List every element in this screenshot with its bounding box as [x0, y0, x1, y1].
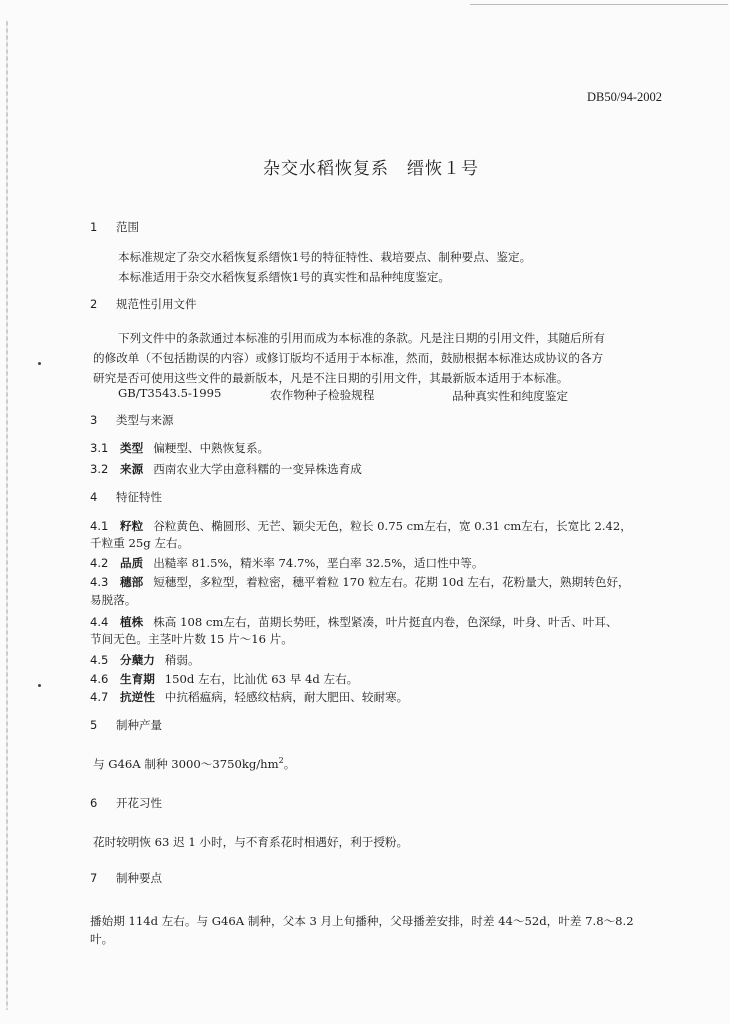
- clause-3-2: 3.2 来源 西南农业大学由意科糯的一变异株选育成: [90, 462, 362, 476]
- clause-4-4-cont: 节间无色。主茎叶片数 15 片～16 片。: [90, 632, 293, 646]
- section-number: 1: [90, 220, 98, 234]
- scan-mark: [38, 684, 41, 687]
- reference-subtitle: 品种真实性和纯度鉴定: [452, 389, 568, 403]
- section-6-heading: [90, 795, 162, 811]
- section-title: 制种要点: [116, 871, 162, 885]
- paragraph-line: 叶。: [90, 932, 114, 946]
- paragraph: 与 G46A 制种 $3000\sim 3750kg/hm^2$。: [93, 756, 296, 771]
- section-title: 开花习性: [116, 796, 162, 810]
- clause-4-3-cont: 易脱落。: [90, 593, 137, 607]
- paragraph: 本标准适用于杂交水稻恢复系缙恢1号的真实性和品种纯度鉴定。: [118, 270, 451, 284]
- clause-4-3: 4.3 穗部 短穗型，多粒型，着粒密，穗平着粒 170 粒左右。花期 10d 左右，花粉量大，熟期转色好，: [90, 575, 630, 589]
- clause-4-6: 4.6 生育期 150d 左右，比汕优 63 早 4d 左右。: [90, 672, 359, 686]
- clause-4-1-cont: 千粒重 25g 左右。: [90, 536, 190, 550]
- top-rule: [470, 4, 728, 5]
- reference-title: 农作物种子检验规程: [270, 388, 375, 402]
- section-title: 类型与来源: [116, 413, 174, 427]
- paragraph-line: 下列文件中的条款通过本标准的引用而成为本标准的条款。凡是注日期的引用文件，其随后所有: [118, 331, 605, 345]
- page-title: 杂交水稻恢复系 缙恢１号: [263, 159, 479, 179]
- section-4-heading: [90, 489, 162, 505]
- scan-mark: [38, 362, 41, 365]
- clause-4-1: 4.1 籽粒 谷粒黄色、椭圆形、无芒、颖尖无色，粒长 0.75 cm左右，宽 0.31 cm左右，长宽比 2.42，: [90, 519, 632, 533]
- clause-4-5: 4.5 分蘖力 稍弱。: [90, 653, 200, 667]
- section-3-heading: [90, 412, 174, 428]
- section-1-heading: [90, 219, 139, 235]
- paragraph-line: 的修改单（不包括勘误的内容）或修订版均不适用于本标准，然而，鼓励根据本标准达成协议的各方: [93, 351, 604, 365]
- section-number: 7: [90, 871, 98, 885]
- scan-edge-dots: [6, 20, 8, 1010]
- section-2-heading: [90, 296, 197, 312]
- paragraph-line: 研究是否可使用这些文件的最新版本，凡是不注日期的引用文件，其最新版本适用于本标准。: [93, 371, 569, 385]
- clause-3-1: 3.1 类型 偏粳型、中熟恢复系。: [90, 441, 270, 455]
- section-number: 2: [90, 297, 98, 311]
- section-title: 制种产量: [116, 718, 162, 732]
- section-number: 5: [90, 718, 98, 732]
- clause-4-4: 4.4 植株 株高 108 cm左右，苗期长势旺，株型紧凑，叶片挺直内卷，色深绿，叶身、叶舌、叶耳、: [90, 615, 618, 629]
- section-number: 3: [90, 413, 98, 427]
- section-number: 6: [90, 796, 98, 810]
- section-title: 特征特性: [116, 490, 162, 504]
- clause-4-2: 4.2 品质 出糙率 81.5%，精米率 74.7%，垩白率 32.5%，适口性中等。: [90, 556, 484, 570]
- section-5-heading: [90, 717, 162, 733]
- paragraph: 花时较明恢 63 迟 1 小时，与不育系花时相遇好，利于授粉。: [93, 835, 409, 849]
- reference-code: GB/T3543.5-1995: [118, 386, 222, 400]
- section-title: 规范性引用文件: [116, 297, 197, 311]
- section-7-heading: [90, 870, 162, 886]
- section-title: 范围: [116, 220, 139, 234]
- clause-4-7: 4.7 抗逆性 中抗稻瘟病，轻感纹枯病，耐大肥田、较耐寒。: [90, 690, 409, 704]
- paragraph: 本标准规定了杂交水稻恢复系缙恢1号的特征特性、栽培要点、制种要点、鉴定。: [118, 250, 532, 264]
- doc-code: DB50/94-2002: [587, 90, 662, 104]
- paragraph-line: 播始期 114d 左右。与 G46A 制种，父本 3 月上旬播种，父母播差安排，时差 44～52d，叶差 7.8～8.2: [90, 914, 634, 928]
- section-number: 4: [90, 490, 98, 504]
